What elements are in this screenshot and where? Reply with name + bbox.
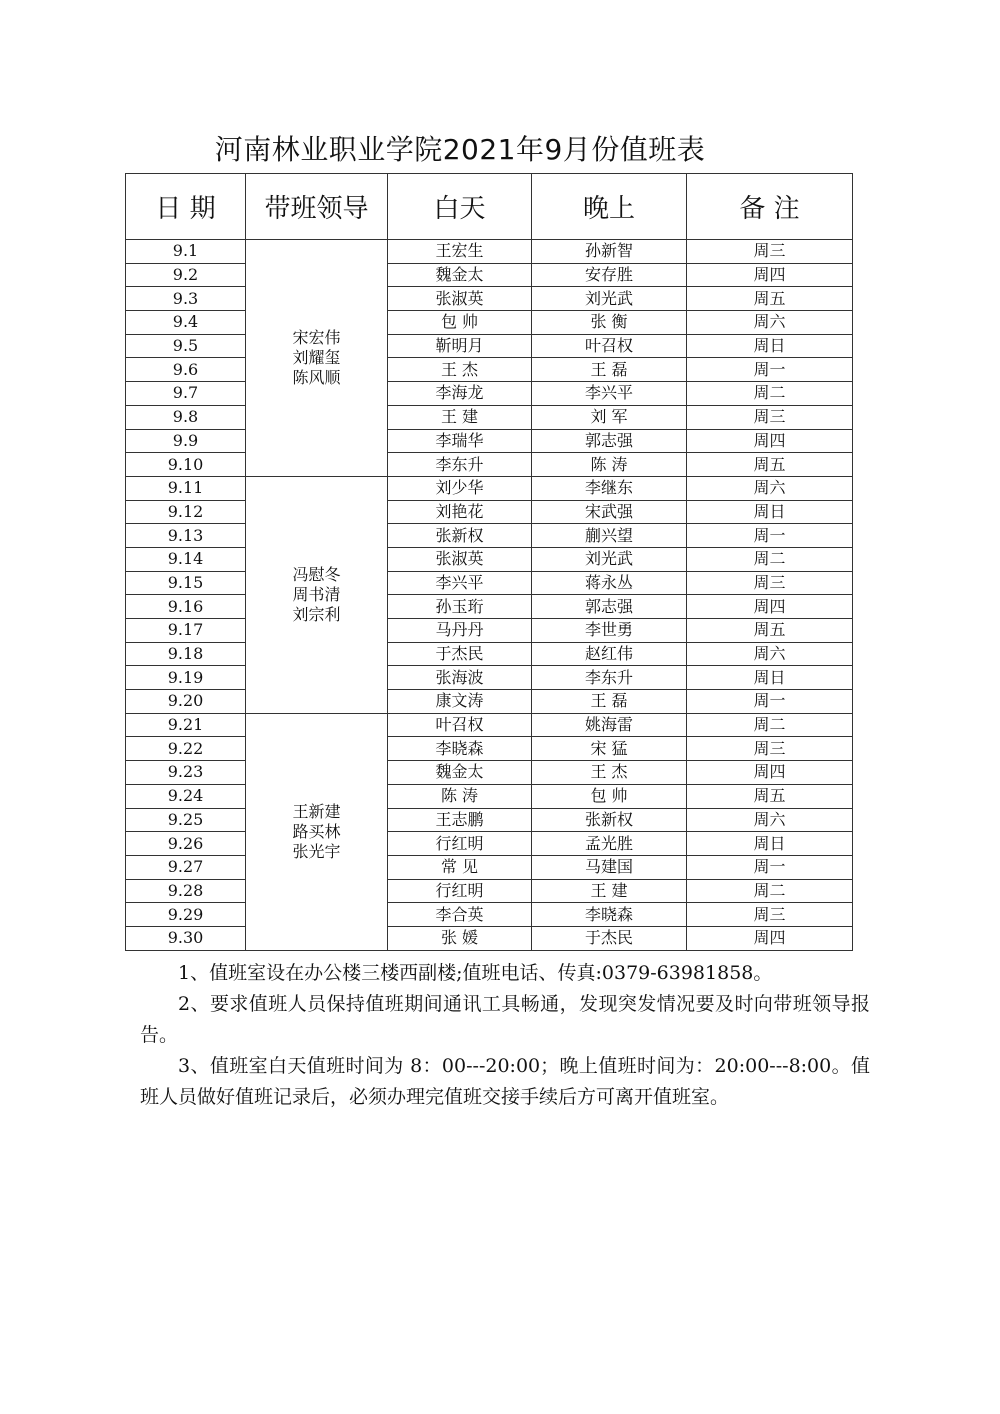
date-cell: 9.29	[126, 903, 246, 927]
leader-name: 刘耀玺	[292, 347, 341, 367]
night-shift-cell: 李晓森	[532, 903, 687, 927]
date-cell: 9.1	[126, 240, 246, 264]
table-row	[126, 855, 853, 879]
day-shift-cell: 李合英	[388, 903, 532, 927]
note-cell: 周五	[687, 453, 853, 477]
leader-name: 周书清	[292, 584, 341, 604]
date-cell: 9.13	[126, 524, 246, 548]
leader-name: 王新建	[292, 801, 341, 821]
leader-name: 刘宗利	[292, 604, 341, 624]
night-shift-cell: 孟光胜	[532, 832, 687, 856]
note-cell: 周一	[687, 358, 853, 382]
date-cell: 9.17	[126, 619, 246, 643]
day-shift-cell: 张淑英	[388, 547, 532, 571]
note-cell: 周二	[687, 382, 853, 406]
roster-body	[126, 240, 853, 951]
leader-name: 路买林	[292, 821, 341, 841]
day-shift-cell: 张新权	[388, 524, 532, 548]
leader-cell	[246, 240, 388, 477]
day-shift-cell: 魏金太	[388, 761, 532, 785]
day-shift-cell: 李东升	[388, 453, 532, 477]
note-cell: 周五	[687, 619, 853, 643]
day-shift-cell: 张 媛	[388, 926, 532, 950]
note-cell: 周三	[687, 571, 853, 595]
table-row	[126, 619, 853, 643]
date-cell: 9.8	[126, 405, 246, 429]
day-shift-cell: 行红明	[388, 832, 532, 856]
day-shift-cell: 王宏生	[388, 240, 532, 264]
note-cell: 周日	[687, 334, 853, 358]
date-cell: 9.28	[126, 879, 246, 903]
table-row	[126, 524, 853, 548]
notes-section	[140, 958, 870, 1113]
night-shift-cell: 刘光武	[532, 287, 687, 311]
day-shift-cell: 康文涛	[388, 690, 532, 714]
table-row	[126, 263, 853, 287]
night-shift-cell: 姚海雷	[532, 713, 687, 737]
note-cell: 周六	[687, 311, 853, 335]
note-3: 3、值班室白天值班时间为 8：00---20:00；晚上值班时间为：20:00---8:00。值班人员做好值班记录后，必须办理完值班交接手续后方可离开值班室。	[140, 1055, 870, 1108]
night-shift-cell: 张 衡	[532, 311, 687, 335]
header-leader: 带班领导	[246, 174, 388, 240]
note-cell: 周五	[687, 784, 853, 808]
date-cell: 9.4	[126, 311, 246, 335]
table-row	[126, 547, 853, 571]
day-shift-cell: 孙玉珩	[388, 595, 532, 619]
note-cell: 周二	[687, 879, 853, 903]
header-note: 备 注	[687, 174, 853, 240]
date-cell: 9.18	[126, 642, 246, 666]
night-shift-cell: 王 建	[532, 879, 687, 903]
day-shift-cell: 李晓森	[388, 737, 532, 761]
night-shift-cell: 宋武强	[532, 500, 687, 524]
note-cell: 周日	[687, 666, 853, 690]
date-cell: 9.6	[126, 358, 246, 382]
date-cell: 9.7	[126, 382, 246, 406]
leader-name: 陈风顺	[292, 367, 341, 387]
day-shift-cell: 王 杰	[388, 358, 532, 382]
date-cell: 9.20	[126, 690, 246, 714]
night-shift-cell: 郭志强	[532, 429, 687, 453]
date-cell: 9.15	[126, 571, 246, 595]
date-cell: 9.5	[126, 334, 246, 358]
date-cell: 9.11	[126, 476, 246, 500]
day-shift-cell: 行红明	[388, 879, 532, 903]
day-shift-cell: 魏金太	[388, 263, 532, 287]
date-cell: 9.3	[126, 287, 246, 311]
date-cell: 9.23	[126, 761, 246, 785]
note-cell: 周三	[687, 240, 853, 264]
day-shift-cell: 李瑞华	[388, 429, 532, 453]
night-shift-cell: 安存胜	[532, 263, 687, 287]
night-shift-cell: 李世勇	[532, 619, 687, 643]
date-cell: 9.10	[126, 453, 246, 477]
note-cell: 周日	[687, 500, 853, 524]
table-row	[126, 476, 853, 500]
note-cell: 周四	[687, 429, 853, 453]
night-shift-cell: 于杰民	[532, 926, 687, 950]
day-shift-cell: 叶召权	[388, 713, 532, 737]
note-cell: 周二	[687, 547, 853, 571]
header-day: 白天	[388, 174, 532, 240]
note-cell: 周日	[687, 832, 853, 856]
table-row	[126, 808, 853, 832]
header-date: 日 期	[126, 174, 246, 240]
table-row	[126, 571, 853, 595]
day-shift-cell: 刘少华	[388, 476, 532, 500]
note-cell: 周三	[687, 405, 853, 429]
table-row	[126, 358, 853, 382]
table-row	[126, 382, 853, 406]
day-shift-cell: 靳明月	[388, 334, 532, 358]
date-cell: 9.25	[126, 808, 246, 832]
table-row	[126, 737, 853, 761]
day-shift-cell: 李海龙	[388, 382, 532, 406]
table-row	[126, 240, 853, 264]
table-row	[126, 311, 853, 335]
date-cell: 9.12	[126, 500, 246, 524]
date-cell: 9.27	[126, 855, 246, 879]
table-row	[126, 642, 853, 666]
night-shift-cell: 刘 军	[532, 405, 687, 429]
night-shift-cell: 蒋永丛	[532, 571, 687, 595]
table-row	[126, 784, 853, 808]
date-cell: 9.22	[126, 737, 246, 761]
day-shift-cell: 于杰民	[388, 642, 532, 666]
table-row	[126, 832, 853, 856]
night-shift-cell: 李继东	[532, 476, 687, 500]
header-night: 晚上	[532, 174, 687, 240]
table-row	[126, 761, 853, 785]
note-cell: 周四	[687, 263, 853, 287]
day-shift-cell: 张海波	[388, 666, 532, 690]
table-row	[126, 429, 853, 453]
table-row	[126, 926, 853, 950]
note-cell: 周一	[687, 690, 853, 714]
date-cell: 9.26	[126, 832, 246, 856]
table-row	[126, 713, 853, 737]
note-cell: 周六	[687, 642, 853, 666]
table-row	[126, 405, 853, 429]
leader-cell	[246, 713, 388, 950]
day-shift-cell: 常 见	[388, 855, 532, 879]
note-cell: 周一	[687, 524, 853, 548]
night-shift-cell: 李东升	[532, 666, 687, 690]
page-title: 河南林业职业学院2021年9月份值班表	[214, 133, 706, 166]
note-1: 1、值班室设在办公楼三楼西副楼;值班电话、传真:0379-63981858。	[178, 962, 773, 984]
day-shift-cell: 陈 涛	[388, 784, 532, 808]
night-shift-cell: 李兴平	[532, 382, 687, 406]
date-cell: 9.9	[126, 429, 246, 453]
night-shift-cell: 王 磊	[532, 358, 687, 382]
date-cell: 9.21	[126, 713, 246, 737]
table-row	[126, 690, 853, 714]
night-shift-cell: 郭志强	[532, 595, 687, 619]
table-row	[126, 334, 853, 358]
day-shift-cell: 包 帅	[388, 311, 532, 335]
date-cell: 9.30	[126, 926, 246, 950]
night-shift-cell: 叶召权	[532, 334, 687, 358]
day-shift-cell: 张淑英	[388, 287, 532, 311]
note-cell: 周三	[687, 737, 853, 761]
night-shift-cell: 宋 猛	[532, 737, 687, 761]
date-cell: 9.2	[126, 263, 246, 287]
night-shift-cell: 赵红伟	[532, 642, 687, 666]
night-shift-cell: 蒯兴望	[532, 524, 687, 548]
note-cell: 周五	[687, 287, 853, 311]
table-row	[126, 666, 853, 690]
note-cell: 周一	[687, 855, 853, 879]
table-row	[126, 500, 853, 524]
note-cell: 周四	[687, 926, 853, 950]
header-row	[126, 174, 853, 240]
table-row	[126, 287, 853, 311]
date-cell: 9.24	[126, 784, 246, 808]
day-shift-cell: 王志鹏	[388, 808, 532, 832]
note-cell: 周二	[687, 713, 853, 737]
night-shift-cell: 张新权	[532, 808, 687, 832]
duty-roster-table	[125, 173, 853, 951]
leader-name: 冯慰冬	[292, 564, 341, 584]
day-shift-cell: 马丹丹	[388, 619, 532, 643]
day-shift-cell: 王 建	[388, 405, 532, 429]
note-cell: 周六	[687, 476, 853, 500]
leader-cell	[246, 476, 388, 713]
note-cell: 周六	[687, 808, 853, 832]
note-cell: 周三	[687, 903, 853, 927]
night-shift-cell: 王 杰	[532, 761, 687, 785]
day-shift-cell: 刘艳花	[388, 500, 532, 524]
date-cell: 9.14	[126, 547, 246, 571]
leader-name: 张光宇	[292, 841, 341, 861]
table-row	[126, 595, 853, 619]
night-shift-cell: 王 磊	[532, 690, 687, 714]
leader-name: 宋宏伟	[292, 327, 341, 347]
note-2: 2、要求值班人员保持值班期间通讯工具畅通，发现突发情况要及时向带班领导报告。	[140, 993, 870, 1046]
night-shift-cell: 包 帅	[532, 784, 687, 808]
night-shift-cell: 刘光武	[532, 547, 687, 571]
night-shift-cell: 马建国	[532, 855, 687, 879]
night-shift-cell: 孙新智	[532, 240, 687, 264]
table-row	[126, 903, 853, 927]
night-shift-cell: 陈 涛	[532, 453, 687, 477]
day-shift-cell: 李兴平	[388, 571, 532, 595]
note-cell: 周四	[687, 761, 853, 785]
note-cell: 周四	[687, 595, 853, 619]
table-row	[126, 453, 853, 477]
date-cell: 9.16	[126, 595, 246, 619]
date-cell: 9.19	[126, 666, 246, 690]
table-row	[126, 879, 853, 903]
